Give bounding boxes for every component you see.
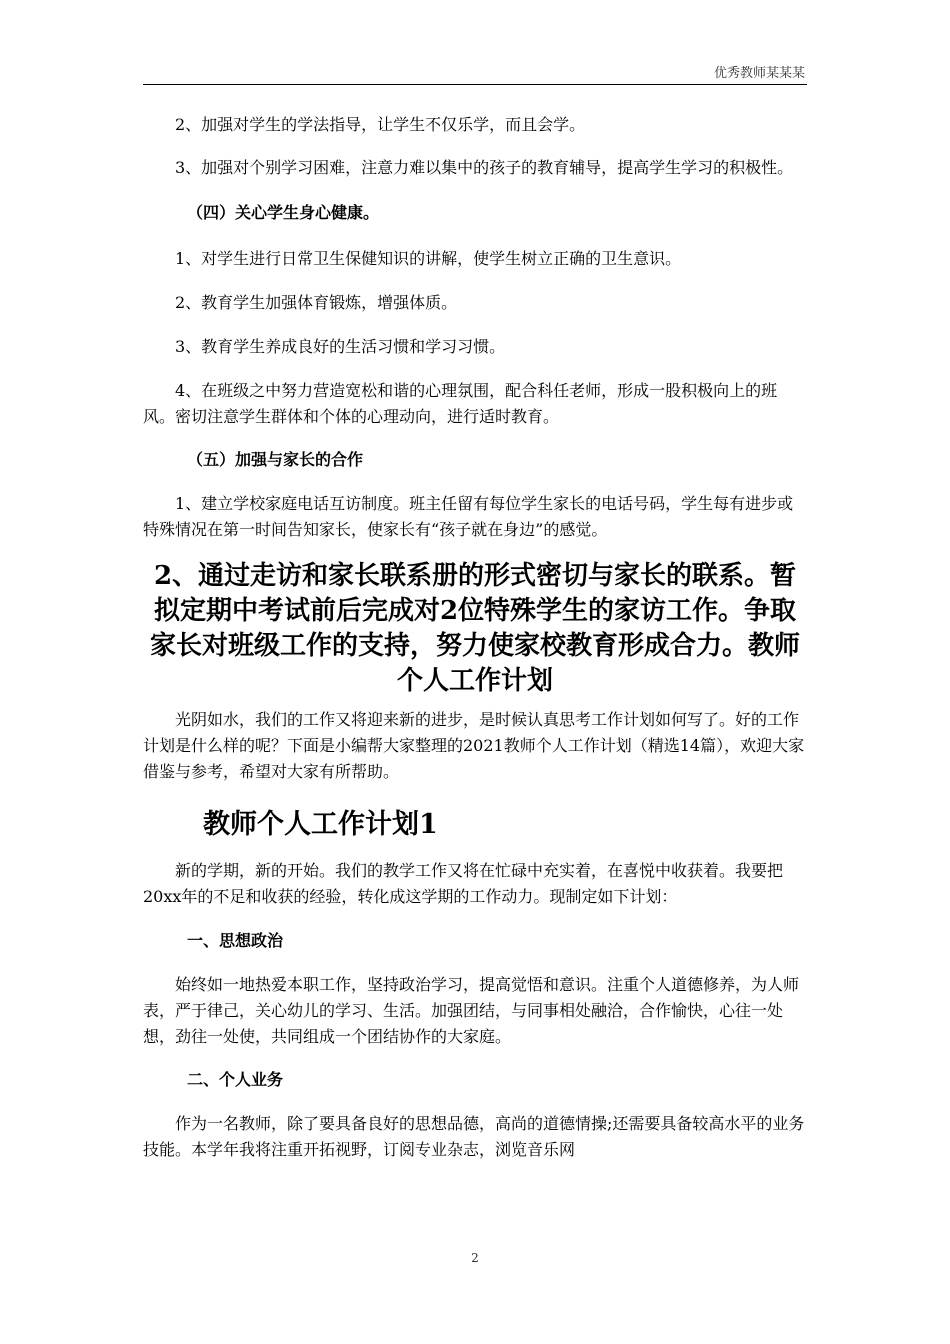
page-number: 2 <box>471 1251 479 1265</box>
document-body <box>143 112 807 1163</box>
article-title: 教师个人工作计划1 <box>203 809 438 840</box>
large-heading-paragraph: 2、通过走访和家长联系册的形式密切与家长的联系。暂拟定期中考试前后完成对2位特殊学生的家访工作。争取家长对班级工作的支持，努力使家校教育形成合力。教师个人工作计划 <box>149 561 800 696</box>
list-item: 2、教育学生加强体育锻炼，增强体质。 <box>175 293 458 312</box>
body-paragraph: 新的学期，新的开始。我们的教学工作又将在忙碌中充实着，在喜悦中收获着。我要把20xx年的不足和收获的经验，转化成这学期的工作动力。现制定如下计划： <box>143 861 784 906</box>
section-subheading: 二、个人业务 <box>187 1070 284 1089</box>
list-item: 1、对学生进行日常卫生保健知识的讲解，使学生树立正确的卫生意识。 <box>175 249 682 268</box>
section-subheading: 一、思想政治 <box>187 931 284 950</box>
list-item: 1、建立学校家庭电话互访制度。班主任留有每位学生家长的电话号码，学生每有进步或特殊情况在第一时间告知家长，使家长有“孩子就在身边”的感觉。 <box>143 494 794 539</box>
page-header-text: 优秀教师某某某 <box>713 66 805 81</box>
list-item: 2、加强对学生的学法指导，让学生不仅乐学，而且会学。 <box>175 115 586 134</box>
list-item: 3、加强对个别学习困难，注意力难以集中的孩子的教育辅导，提高学生学习的积极性。 <box>175 158 794 177</box>
section-subheading: （四）关心学生身心健康。 <box>187 203 380 222</box>
section-subheading: （五）加强与家长的合作 <box>187 450 364 469</box>
body-paragraph: 始终如一地热爱本职工作，坚持政治学习，提高觉悟和意识。注重个人道德修养，为人师表，严于律己，关心幼儿的学习、生活。加强团结，与同事相处融洽，合作愉快，心往一处想，劲往一处使，共同组成一个团结协作的大家庭。 <box>143 975 800 1046</box>
body-paragraph: 作为一名教师，除了要具备良好的思想品德，高尚的道德情操;还需要具备较高水平的业务技能。本学年我将注重开拓视野，订阅专业杂志，浏览音乐网 <box>143 1114 805 1159</box>
header-divider <box>143 84 807 85</box>
list-item: 3、教育学生养成良好的生活习惯和学习习惯。 <box>175 337 506 356</box>
list-item: 4、在班级之中努力营造宽松和谐的心理氛围，配合科任老师，形成一股积极向上的班风。密切注意学生群体和个体的心理动向，进行适时教育。 <box>143 381 778 426</box>
intro-paragraph: 光阴如水，我们的工作又将迎来新的进步，是时候认真思考工作计划如何写了。好的工作计划是什么样的呢？下面是小编帮大家整理的2021教师个人工作计划（精选14篇），欢迎大家借鉴与参考，希望对大家有所帮助。 <box>143 710 805 781</box>
